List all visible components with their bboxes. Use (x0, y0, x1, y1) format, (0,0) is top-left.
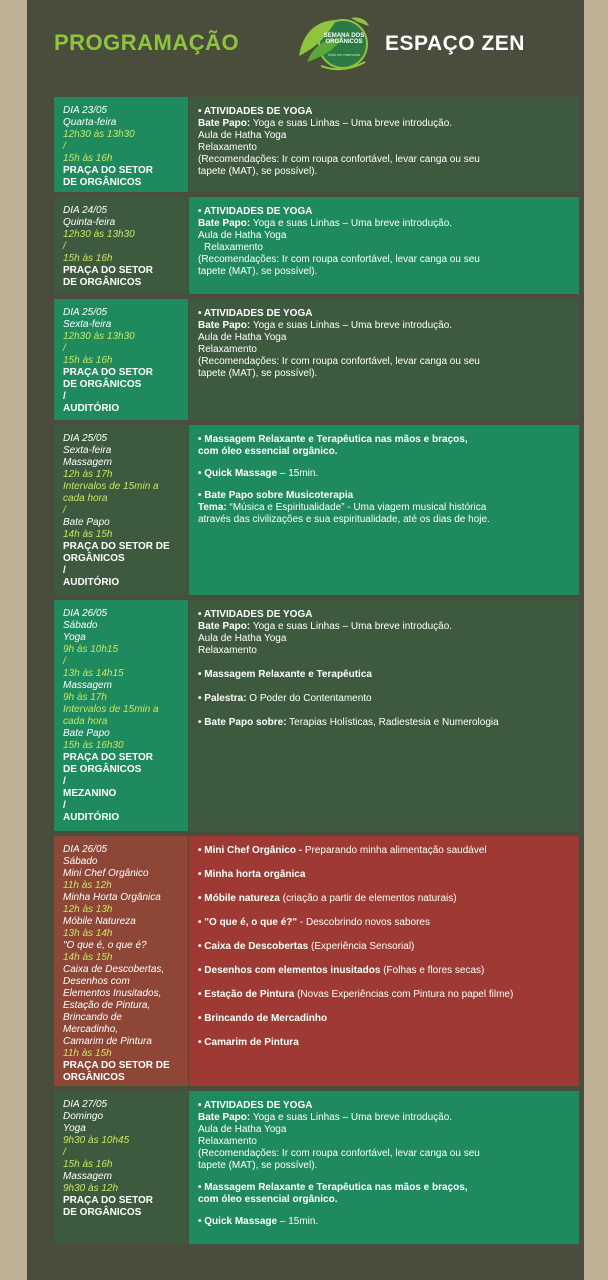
activity-item: • Brincando de Mercadinho (198, 1013, 328, 1024)
schedule-panel (27, 0, 584, 1280)
row-activity-cell (189, 836, 579, 1086)
row-date-cell: DIA 24/05 Quinta-feira 12h30 às 13h30 / 15h às 16h PRAÇA DO SETOR DE ORGÂNICOS (54, 197, 188, 294)
schedule-row (54, 425, 579, 595)
page-title: PROGRAMAÇÃO (54, 30, 240, 55)
activity-item: • Mini Chef Orgânico - Preparando minha alimentação saudável (198, 845, 487, 856)
schedule-row (54, 600, 579, 831)
activity-item: • Camarim de Pintura (198, 1037, 299, 1048)
row-activity-cell: • ATIVIDADES DE YOGA Bate Papo: Yoga e suas Linhas – Uma breve introdução. Aula de Hatha Yoga Relaxamento (Recomendações: Ir com roupa confortável, levar canga ou seu tapete (MAT), se possível). • Massagem Relaxante e Terapêutica nas mãos e braços, com óleo essencial orgânico. • Quick Massage – 15min. (189, 1091, 579, 1244)
page-subtitle: ESPAÇO ZEN (385, 32, 525, 55)
activity-item: • Estação de Pintura (Novas Experiências com Pintura no papel filme) (198, 989, 514, 1000)
activity-item: • Móbile natureza (criação a partir de elementos naturais) (198, 893, 457, 904)
row-date-cell: DIA 26/05 Sábado Mini Chef Orgânico 11h às 12h Minha Horta Orgânica 12h às 13h Móbile Natureza 13h às 14h "O que é, o que é? 14h às 15h Caixa de Descobertas, Desenhos com Elementos Inusitados, Estação de Pintura, Brincando de Mercadinho, Camarim de Pintura 11h às 15h PRAÇA DO SETOR DE ORGÂNICOS (54, 836, 188, 1086)
activity-item: • Desenhos com elementos inusitados (Folhas e flores secas) (198, 965, 485, 976)
schedule-row (54, 836, 579, 1086)
row-activity-cell: • ATIVIDADES DE YOGA Bate Papo: Yoga e suas Linhas – Uma breve introdução. Aula de Hatha Yoga Relaxamento (Recomendações: Ir com roupa confortável, levar canga ou seu tapete (MAT), se possível). (189, 299, 579, 420)
row-activity-cell: • ATIVIDADES DE YOGA Bate Papo: Yoga e suas Linhas – Uma breve introdução. Aula de Hatha Yoga Relaxamento • Massagem Relaxante e Terapêutica • Palestra: O Poder do Contentamento • Bate Papo sobre: Terapias Holísticas, Radiestesia e Numerologia (189, 600, 579, 831)
row-activity-cell: • ATIVIDADES DE YOGA Bate Papo: Yoga e suas Linhas – Uma breve introdução. Aula de Hatha Yoga Relaxamento (Recomendações: Ir com roupa confortável, levar canga ou seu tapete (MAT), se possível). (189, 97, 579, 192)
row-date-cell: DIA 26/05 Sábado Yoga 9h às 10h15 / 13h às 14h15 Massagem 9h às 17h Intervalos de 15min a cada hora Bate Papo 15h às 16h30 PRAÇA DO SETOR DE ORGÂNICOS / MEZANINO / AUDITÓRIO (54, 600, 188, 831)
page-header (27, 0, 584, 90)
schedule-row (54, 197, 579, 294)
schedule-row (54, 299, 579, 420)
schedule-row (54, 97, 579, 192)
logo-text: SEMANA DOS ORGÂNICOS (323, 33, 365, 45)
row-date-cell: DIA 27/05 Domingo Yoga 9h30 às 10h45 / 15h às 16h Massagem 9h30 às 12h PRAÇA DO SETOR DE ORGÂNICOS (54, 1091, 188, 1244)
activity-item: • Minha horta orgânica (198, 869, 306, 880)
activity-item: • Caixa de Descobertas (Experiência Sensorial) (198, 941, 415, 952)
schedule-row (54, 1091, 579, 1244)
row-activity-cell: • Massagem Relaxante e Terapêutica nas mãos e braços, com óleo essencial orgânico. • Quick Massage – 15min. • Bate Papo sobre Musicoterapia Tema: “Música e Espiritualidade” - Uma viagem musical histórica através das civilizações e sua espiritualidade, até os dias de hoje. (189, 425, 579, 595)
row-activity-cell: • ATIVIDADES DE YOGA Bate Papo: Yoga e suas Linhas – Uma breve introdução. Aula de Hatha Yoga Relaxamento (Recomendações: Ir com roupa confortável, levar canga ou seu tapete (MAT), se possível). (189, 197, 579, 294)
event-logo (285, 10, 377, 74)
row-date-cell: DIA 25/05 Sexta-feira 12h30 às 13h30 / 15h às 16h PRAÇA DO SETOR DE ORGÂNICOS / AUDITÓRIO (54, 299, 188, 420)
row-date-cell: DIA 25/05 Sexta-feira Massagem 12h às 17h Intervalos de 15min a cada hora / Bate Papo 14h às 15h PRAÇA DO SETOR DE ORGÂNICOS / AUDITÓRIO (54, 425, 188, 595)
activity-item: • "O que é, o que é?" - Descobrindo novos sabores (198, 917, 430, 928)
row-date-cell: DIA 23/05 Quarta-feira 12h30 às 13h30 / 15h às 16h PRAÇA DO SETOR DE ORGÂNICOS (54, 97, 188, 192)
logo-tagline: Vida em harmonia (327, 52, 361, 57)
